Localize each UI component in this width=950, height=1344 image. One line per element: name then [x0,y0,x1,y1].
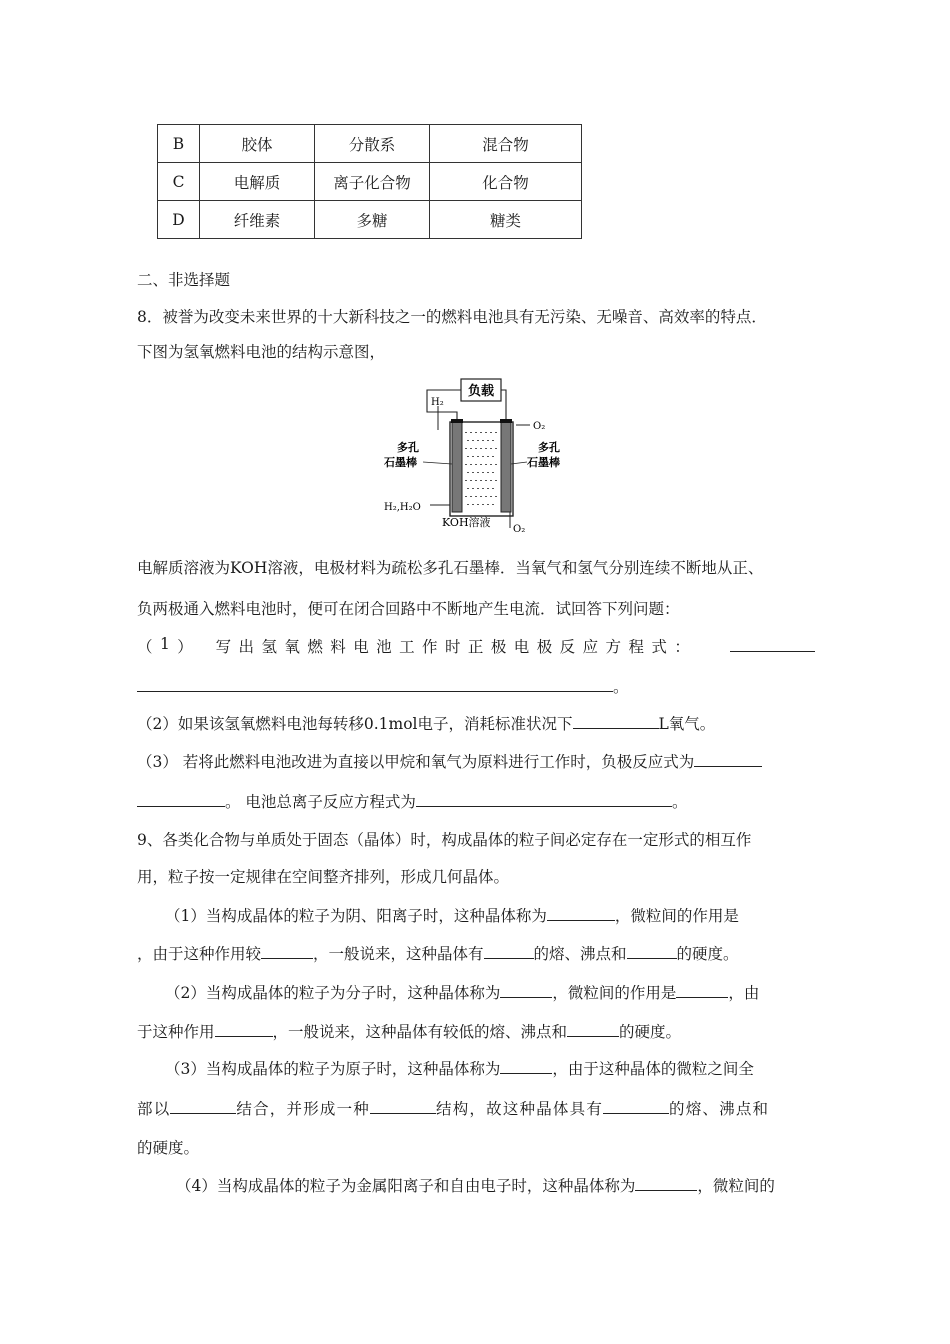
answer-blank[interactable] [261,942,313,959]
q8-desc1: 电解质溶液为KOH溶液，电极材料为疏松多孔石墨棒．当氧气和氢气分别连续不断地从正、 [137,559,764,577]
q9-part1: （1）当构成晶体的粒子为阴、阳离子时，这种晶体称为 ，微粒间的作用是 [165,904,739,926]
koh-label: KOH溶液 [442,516,491,529]
q9-part2: （2）当构成晶体的粒子为分子时，这种晶体称为 ，微粒间的作用是 ，由 [165,981,759,1003]
q8-part3: （3） 若将此燃料电池改进为直接以甲烷和氧气为原料进行工作时，负极反应式为 [137,750,762,772]
fuel-cell-diagram [370,376,580,536]
load-label: 负载 [467,384,495,399]
options-table [157,124,582,239]
h2-inlet-label: H₂ [431,397,444,408]
table-cell: 化合物 [430,163,582,201]
answer-blank[interactable] [547,904,615,921]
right-electrode [501,422,511,512]
q9-part4: （4）当构成晶体的粒子为金属阳离子和自由电子时，这种晶体称为 ，微粒间的 [176,1174,775,1196]
table-cell: 分散系 [315,125,430,163]
table-cell: 糖类 [430,201,582,239]
o2-outlet-label: O₂ [513,524,526,535]
answer-blank[interactable] [215,1020,273,1037]
answer-blank[interactable] [694,750,762,767]
table-cell: 电解质 [200,163,315,201]
section-title: 二、非选择题 [137,271,231,289]
q9-intro1: 9、各类化合物与单质处于固态（晶体）时，构成晶体的粒子间必定存在一定形式的相互作 [137,831,752,849]
q8-line1: 8．被誉为改变未来世界的十大新科技之一的燃料电池具有无污染、无噪音、高效率的特点． [137,308,767,326]
row-label: B [158,125,200,163]
q9-part1-line2: ，由于这种作用较 ，一般说来，这种晶体有 的熔、沸点和 的硬度。 [137,942,739,964]
q9-part2-line2: 于这种作用 ，一般说来，这种晶体有较低的熔、沸点和 的硬度。 [137,1020,681,1042]
answer-blank[interactable] [635,1174,697,1191]
answer-blank[interactable] [416,790,672,807]
table-cell: 胶体 [200,125,315,163]
q8-part3-line2: 。 电池总离子反应方程式为 。 [137,790,687,812]
table-cell: 混合物 [430,125,582,163]
answer-blank[interactable] [627,942,677,959]
table-cell: 多糖 [315,201,430,239]
table-row [158,163,582,201]
table-cell: 纤维素 [200,201,315,239]
row-label: C [158,163,200,201]
answer-blank[interactable] [137,790,225,807]
right-electrode-label-2: 石墨棒 [527,456,560,469]
q8-line2: 下图为氢氧燃料电池的结构示意图， [137,343,386,361]
q8-part1 [137,635,815,657]
answer-blank[interactable] [137,675,613,692]
table-row [158,125,582,163]
q8-part1-line2: 。 [137,675,629,697]
left-electrode-label-1: 多孔 [397,441,419,454]
table-row [158,201,582,239]
answer-blank[interactable] [567,1020,619,1037]
q9-part3-line2: 部以 结合，并形成一种 结构，故这种晶体具有 的熔、沸点和 [137,1097,769,1119]
answer-blank[interactable] [170,1097,236,1114]
h2-h2o-outlet-label: H₂,H₂O [384,502,421,513]
q8-desc2: 负两极通入燃料电池时，便可在闭合回路中不断地产生电流．试回答下列问题： [137,600,680,618]
answer-blank[interactable] [484,942,534,959]
q9-part3: （3）当构成晶体的粒子为原子时，这种晶体称为 ，由于这种晶体的微粒之间全 [165,1057,754,1079]
row-label: D [158,201,200,239]
q8-part1-prompt: （ 1 ） 写 出 氢 氧 燃 料 电 池 工 作 时 正 极 电 极 反 应 方 程 式 ： [137,635,690,656]
answer-blank[interactable] [370,1097,436,1114]
answer-blank[interactable] [500,981,552,998]
q9-intro2: 用，粒子按一定规律在空间整齐排列，形成几何晶体。 [137,868,510,886]
left-electrode-label-2: 石墨棒 [384,456,417,469]
o2-inlet-label: O₂ [533,421,546,432]
answer-blank[interactable] [603,1097,669,1114]
q8-part2: （2）如果该氢氧燃料电池每转移0.1mol电子，消耗标准状况下 L氧气。 [137,712,715,734]
left-electrode [452,422,462,512]
answer-blank[interactable] [676,981,728,998]
q9-part3-line3: 的硬度。 [137,1139,200,1157]
answer-blank[interactable] [573,712,659,729]
right-electrode-label-1: 多孔 [538,441,560,454]
answer-blank[interactable] [730,635,815,652]
table-cell: 离子化合物 [315,163,430,201]
answer-blank[interactable] [500,1057,552,1074]
